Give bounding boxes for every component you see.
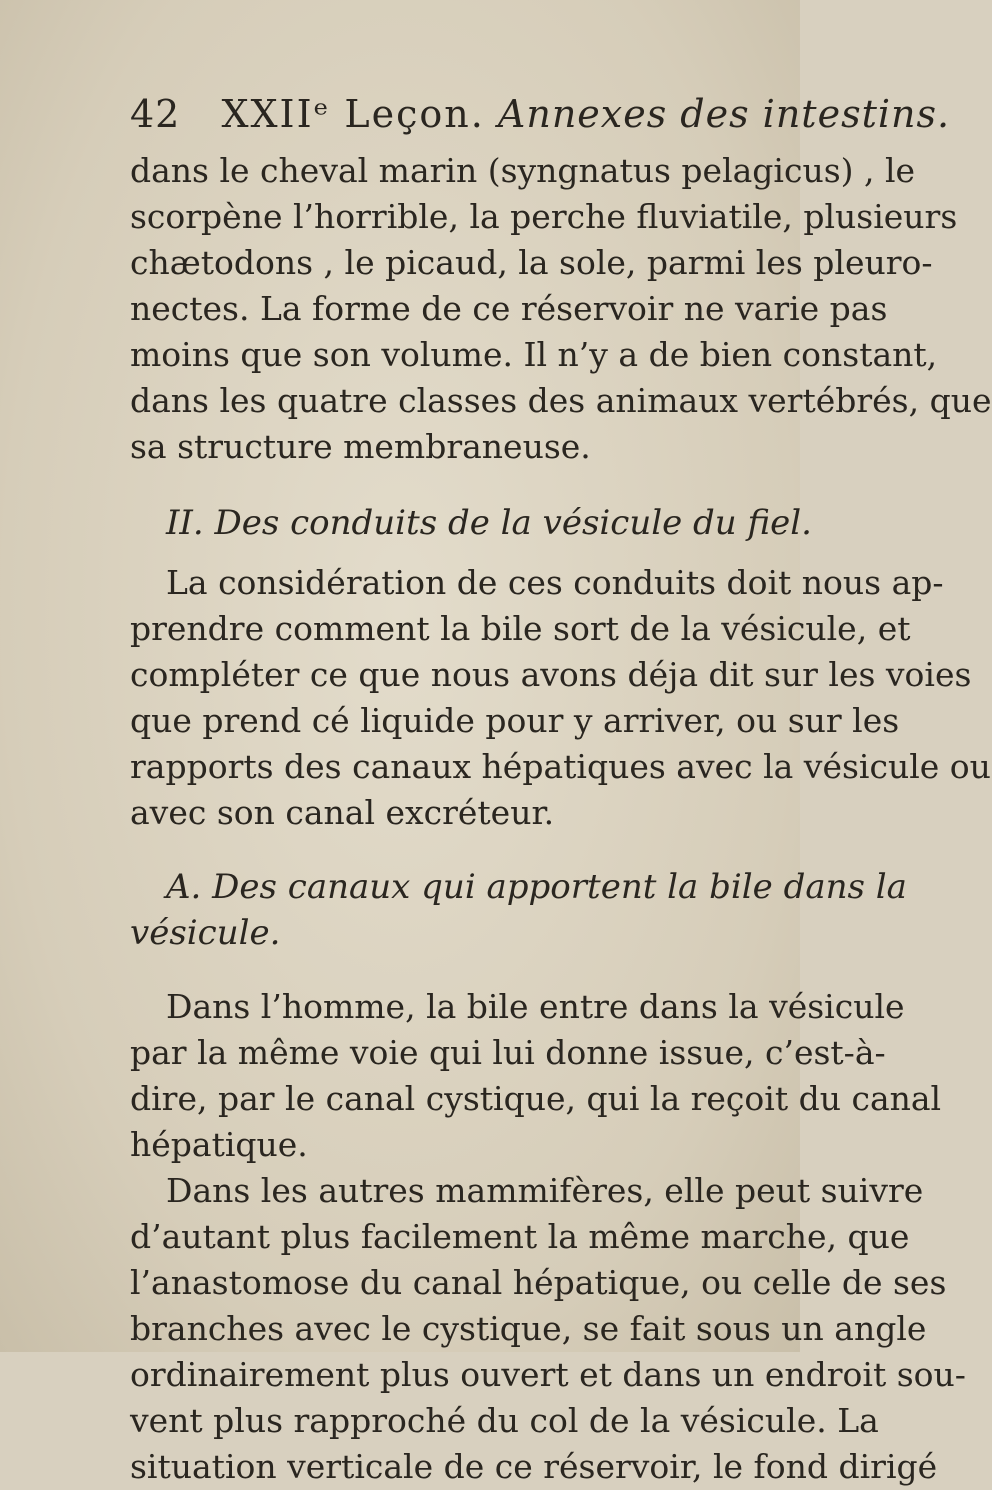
text-line: scorpène l’horrible, la perche fluviatile, plusieurs (130, 197, 958, 236)
text-line: compléter ce que nous avons déja dit sur les voies (130, 655, 972, 694)
text-line: dans les quatre classes des animaux vertébrés, que (130, 381, 992, 420)
text-line: La considération de ces conduits doit nous ap- (166, 563, 944, 602)
text-line: dire, par le canal cystique, qui la reçoit du canal (130, 1079, 942, 1118)
paragraph-1 (130, 148, 992, 470)
text-line: que prend cé liquide pour y arriver, ou sur les (130, 701, 900, 740)
lecon-label: XXIIᵉ Leçon. (221, 92, 485, 136)
section-title-line: vésicule. (130, 913, 281, 953)
text-line: rapports des canaux hépatiques avec la vésicule ou (130, 747, 991, 786)
paragraph-4 (130, 1168, 966, 1490)
text-line: Dans l’homme, la bile entre dans la vésicule (166, 987, 905, 1026)
text-line: par la même voie qui lui donne issue, c’est-à- (130, 1033, 886, 1072)
text-line: Dans les autres mammifères, elle peut suivre (166, 1171, 924, 1210)
page-header (130, 92, 951, 136)
section-title-line: A. Des canaux qui apportent la bile dans la (166, 867, 907, 907)
text-line: sa structure membraneuse. (130, 427, 591, 466)
text-line: moins que son volume. Il n’y a de bien constant, (130, 335, 938, 374)
text-line: branches avec le cystique, se fait sous un angle (130, 1309, 927, 1348)
text-line: chætodons , le picaud, la sole, parmi les pleuro- (130, 243, 933, 282)
body-text (130, 148, 992, 1490)
section-title-a (130, 864, 907, 956)
paragraph-3 (130, 984, 942, 1168)
paragraph-2 (130, 560, 991, 836)
page-number: 42 (130, 92, 181, 136)
section-title-ii: II. Des conduits de la vésicule du fiel. (166, 503, 812, 543)
text-line: prendre comment la bile sort de la vésicule, et (130, 609, 911, 648)
text-line: vent plus rapproché du col de la vésicule. La (130, 1401, 879, 1440)
text-line: hépatique. (130, 1125, 308, 1164)
text-line: d’autant plus facilement la même marche, que (130, 1217, 910, 1256)
text-line: ordinairement plus ouvert et dans un endroit sou- (130, 1355, 966, 1394)
text-line: situation verticale de ce réservoir, le fond dirigé (130, 1447, 938, 1486)
text-line: nectes. La forme de ce réservoir ne varie pas (130, 289, 888, 328)
running-title: Annexes des intestins. (497, 92, 951, 136)
text-line: avec son canal excréteur. (130, 793, 555, 832)
text-line: l’anastomose du canal hépatique, ou celle de ses (130, 1263, 947, 1302)
text-line: dans le cheval marin (syngnatus pelagicus) , le (130, 151, 916, 190)
